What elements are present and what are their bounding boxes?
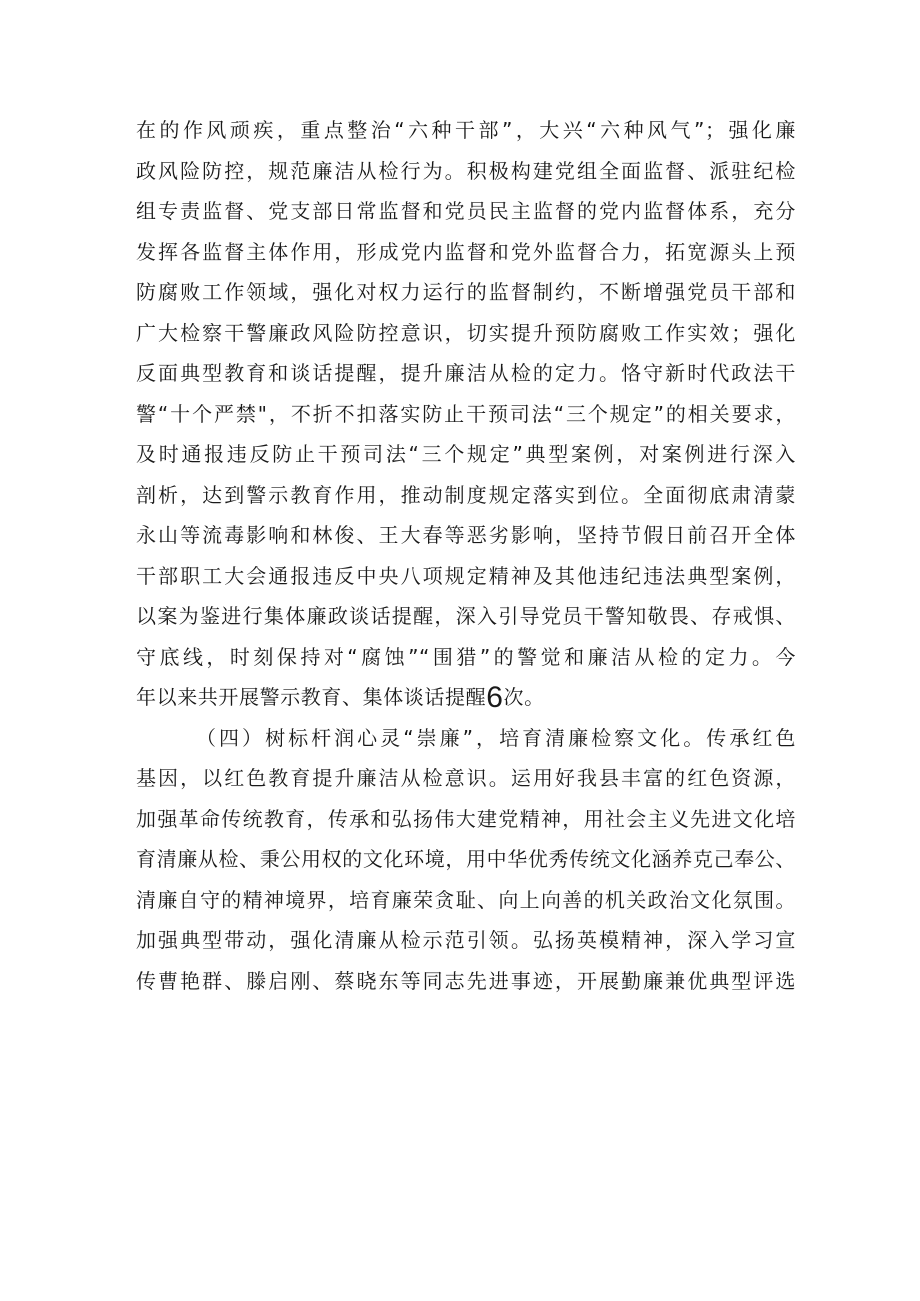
text-line: 永山等流毒影响和林俊、王大春等恶劣影响，坚持节假日前召开全体 xyxy=(136,523,796,547)
text-line: 组专责监督、党支部日常监督和党员民主监督的党内监督体系，充分 xyxy=(136,199,796,223)
text-line: 清廉自守的精神境界，培育廉荣贪耻、向上向善的机关政治文化氛围。 xyxy=(136,887,796,912)
text-span: 次。 xyxy=(503,685,545,709)
document-body xyxy=(136,110,796,1001)
text-line: 反面典型教育和谈话提醒，提升廉洁从检的定力。恪守新时代政法干 xyxy=(136,361,796,385)
section-heading-line: （四）树标杆润心灵“崇廉”，培育清廉检察文化。传承红色 xyxy=(196,725,796,750)
text-line: 在的作风顽疾，重点整治“六种干部”，大兴“六种风气”；强化廉 xyxy=(136,118,796,142)
text-line: 加强革命传统教育，传承和弘扬伟大建党精神，用社会主义先进文化培 xyxy=(136,806,796,831)
count-number: 6 xyxy=(486,681,504,714)
text-line: 广大检察干警廉政风险防控意识，切实提升预防腐败工作实效；强化 xyxy=(136,320,796,345)
text-line: 加强典型带动，强化清廉从检示范引领。弘扬英模精神，深入学习宣 xyxy=(136,928,796,952)
text-line: 发挥各监督主体作用，形成党内监督和党外监督合力，拓宽源头上预 xyxy=(136,239,796,264)
text-line: 传曹艳群、滕启刚、蔡晓东等同志先进事迹，开展勤廉兼优典型评选 xyxy=(136,968,796,993)
text-line: 以案为鉴进行集体廉政谈话提醒，深入引导党员干警知敬畏、存戒惧、 xyxy=(136,604,796,628)
text-line: 干部职工大会通报违反中央八项规定精神及其他违纪违法典型案例， xyxy=(136,563,796,588)
text-line: 守底线，时刻保持对“腐蚀”“围猎”的警觉和廉洁从检的定力。今 xyxy=(136,644,796,669)
text-span: 年以来共开展警示教育、集体谈话提醒 xyxy=(136,685,487,709)
text-line: 政风险防控，规范廉洁从检行为。积极构建党组全面监督、派驻纪检 xyxy=(136,158,796,183)
text-line: 防腐败工作领域，强化对权力运行的监督制约，不断增强党员干部和 xyxy=(136,280,796,304)
text-line: 育清廉从检、秉公用权的文化环境，用中华优秀传统文化涵养克己奉公、 xyxy=(136,847,796,871)
text-line: 剖析，达到警示教育作用，推动制度规定落实到位。全面彻底肃清蒙 xyxy=(136,482,796,507)
paragraph-end-line xyxy=(136,677,796,718)
text-line: 及时通报违反防止干预司法“三个规定”典型案例，对案例进行深入 xyxy=(136,442,796,466)
text-line: 基因，以红色教育提升廉洁从检意识。运用好我县丰富的红色资源， xyxy=(136,766,796,790)
text-line: 警“十个严禁"，不折不扣落实防止干预司法“三个规定”的相关要求， xyxy=(136,401,796,426)
